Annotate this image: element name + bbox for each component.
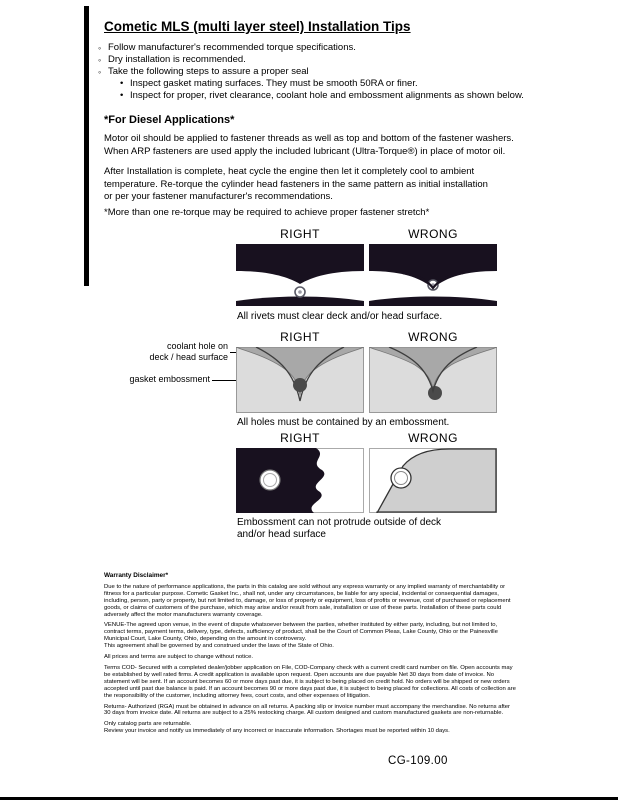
warranty-heading: Warranty Disclaimer* (104, 572, 169, 579)
callout-line-text: deck / head surface (149, 351, 228, 362)
rivet-overlap-illustration (369, 244, 497, 306)
rivet-wrong-diagram (369, 244, 497, 306)
paragraph-line: or per your fastener manufacturer's recommendations. (104, 191, 333, 202)
diesel-paragraph-1 (104, 133, 534, 158)
list-item (98, 54, 568, 66)
embossment-right-diagram (236, 347, 364, 413)
bullet-icon: ◦ (98, 43, 102, 53)
list-item (98, 66, 568, 78)
tip-text: Dry installation is recommended. (108, 54, 246, 65)
rivet-right-diagram (236, 244, 364, 306)
warranty-paragraph: All prices and terms are subject to change without notice. (104, 654, 253, 661)
list-item (98, 90, 568, 102)
bullet-icon: • (120, 90, 124, 101)
warranty-paragraph: Review your invoice and notify us immediately of any incorrect or inaccurate information. Shortages must be reported within 10 days. (104, 728, 450, 735)
wrong-label-row3: WRONG (408, 431, 458, 445)
paragraph-line: When ARP fasteners are used apply the included lubricant (Ultra-Torque®) in place of motor oil. (104, 145, 506, 157)
caption-line: and/or head surface (237, 528, 326, 540)
tip-text: Take the following steps to assure a proper seal (108, 66, 309, 77)
coolant-hole-callout (134, 341, 228, 362)
embossment-inside-illustration (236, 448, 364, 513)
bullet-icon: ◦ (98, 55, 102, 65)
warranty-paragraph: VENUE-The agreed upon venue, in the event of dispute whatsoever between the parties, whether instituted by either party, including, but not limited to, contract terms, payment terms, delivery, type, defects, sufficiency of product, shall be the Court of Common Pleas, Lake County, Ohio or the Painesville Municipal Court, Lake County, Ohio, depending on the amount in controversy. (104, 622, 498, 643)
paragraph-line: Motor oil should be applied to fastener threads as well as top and bottom of the fastener washers. (104, 133, 514, 144)
caption-line: Embossment can not protrude outside of deck (237, 517, 442, 528)
coolant-hole-icon (428, 386, 442, 400)
retorque-note: *More than one re-torque may be required to achieve proper fastener stretch* (104, 207, 430, 218)
gasket-embossment-callout: gasket embossment (129, 374, 210, 384)
coolant-hole-icon (293, 378, 307, 392)
rivet-clear-illustration (236, 244, 364, 306)
wrong-label-row2: WRONG (408, 330, 458, 344)
diesel-applications-heading: *For Diesel Applications* (104, 114, 235, 126)
paragraph-line: After Installation is complete, heat cycle the engine then let it completely cool to ambient (104, 166, 475, 177)
warranty-disclaimer-section (104, 573, 516, 735)
hole-not-contained-illustration (369, 347, 497, 413)
callout-line-text: coolant hole on (166, 341, 228, 351)
warranty-paragraph: Only catalog parts are returnable. (104, 721, 192, 728)
tip-text: Follow manufacturer's recommended torque specifications. (108, 42, 356, 53)
row1-caption: All rivets must clear deck and/or head surface. (237, 311, 443, 322)
warranty-paragraph: This agreement shall be governed by and construed under the laws of the State of Ohio. (104, 643, 334, 650)
paragraph-line: temperature. Re-torque the cylinder head fasteners in the same pattern as initial installation (104, 178, 488, 190)
right-label-row1: RIGHT (280, 227, 320, 241)
row3-caption (237, 517, 441, 540)
tip-text: Inspect gasket mating surfaces. They must be smooth 50RA or finer. (130, 78, 418, 89)
embossment-protruding-illustration (369, 448, 497, 513)
bullet-icon: ◦ (98, 67, 102, 77)
list-item (98, 78, 568, 90)
page-code: CG-109.00 (388, 755, 448, 767)
warranty-paragraph: Due to the nature of performance applications, the parts in this catalog are sold without any express warranty or any implied warranty of merchantability or fitness for a particular purpose. Cometic Gasket Inc., shall not, under any circumstances, be liable for any special, incidental or consequential damages, including, person, party or property, but not limited to, damage, or loss of property or equipment, loss of profits or revenue, cost of purchased or replacement goods, or claims of customers of the purchase, which may arise and/or result from sale, installation or use of these parts. Installation of these parts could adversely affect the motor manufacturers warranty coverage. (104, 583, 511, 618)
hole-contained-illustration (236, 347, 364, 413)
left-margin-rule (84, 6, 89, 286)
warranty-paragraph: Returns- Authorized (RGA) must be obtained in advance on all returns. A packing slip or invoice number must accompany the merchandise. No returns after 30 days from invoice date. All returns are subject to a 25% restocking charge. All custom designed and custom manufactured gaskets are non-returnable. (104, 703, 511, 717)
wrong-label-row1: WRONG (408, 227, 458, 241)
row2-caption: All holes must be contained by an embossment. (237, 417, 450, 428)
tip-text: Inspect for proper, rivet clearance, coolant hole and embossment alignments as shown below. (130, 90, 524, 101)
page-title: Cometic MLS (multi layer steel) Installation Tips (104, 19, 411, 34)
right-label-row3: RIGHT (280, 431, 320, 445)
diesel-paragraph-2 (104, 166, 534, 204)
right-label-row2: RIGHT (280, 330, 320, 344)
edge-wrong-diagram (369, 448, 497, 513)
bullet-icon: • (120, 78, 124, 89)
warranty-paragraph: Terms COD- Secured with a completed dealer/jobber application on File, COD-Company check with a current credit card number on file. Open accounts may be established by well rated firms. A credit application is available upon request. Open accounts are due payable Net 30 days from date of invoice. No statement will be sent. If an account becomes 60 or more days past due, it is subject to being placed on credit hold. No orders will be shipped or new orders accepted until past due balance is paid. If an account becomes 90 or more days past due, it is subject to being placed for collections. All costs of collection are the responsibility of the customer, including attorney fees, court costs, and other expenses of litigation. (104, 664, 516, 699)
embossment-wrong-diagram (369, 347, 497, 413)
installation-tips-list (98, 42, 568, 102)
list-item (98, 42, 568, 54)
edge-right-diagram (236, 448, 364, 513)
